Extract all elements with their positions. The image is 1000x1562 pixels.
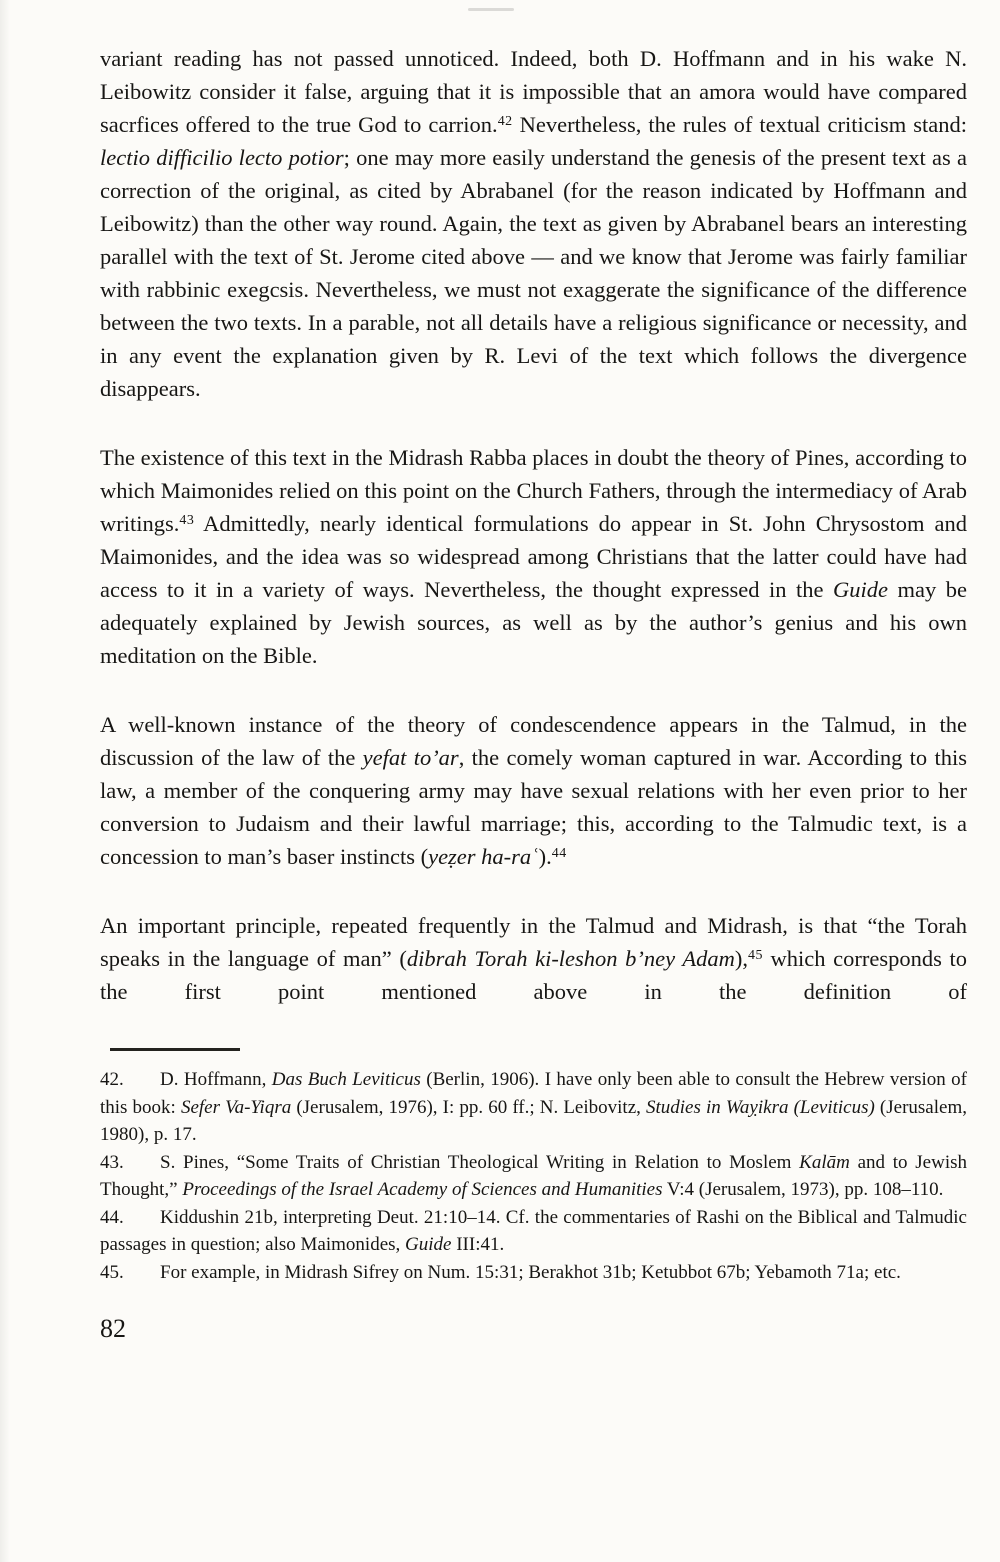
text-run: and to Jewish Thought,”	[100, 1151, 967, 1200]
italic-text-run: yefat to’ar	[362, 745, 459, 770]
footnote-text	[160, 1262, 901, 1283]
text-run: S. Pines, “Some Traits of Christian Theological Writing in Relation to Moslem	[160, 1151, 800, 1173]
footnotes-section	[100, 1066, 967, 1286]
italic-text-run: yeẓer ha-raʿ	[428, 844, 539, 869]
footnote	[100, 1149, 967, 1204]
text-run: ; one may more easily understand the genesis of the present text as a correction of the original, as cited by Abrabanel (for the reason indicated by Hoffmann and Leibowitz) than the other way round. Again, the text as given by Abrabanel bears an interesting parallel with the text of St. Jerome cited above — and we know that Jerome was fairly familiar with rabbinic exegcsis. Nevertheless, we must not exaggerate the significance of the difference between the two texts. In a parable, not all details have a religious significance or necessity, and in any event the explanation given by R. Levi of the text which follows the divergence disappears.	[100, 145, 967, 401]
footnote-ref: 45	[747, 947, 763, 963]
footnote-text	[100, 1069, 967, 1145]
italic-text-run: dibrah Torah ki-leshon b’ney Adam	[406, 946, 735, 971]
text-run: (Jerusalem, 1980), p. 17.	[100, 1096, 967, 1145]
body-paragraph	[100, 708, 967, 873]
footnote-ref: 42	[497, 113, 513, 129]
text-run: Admittedly, nearly identical formulations do appear in St. John Chrysostom and Maimonides, and the idea was so widespread among Christians that the latter could have had access to it in a variety of ways. Nevertheless, the thought expressed in the	[100, 511, 967, 602]
footnote-number: 42.	[100, 1069, 124, 1090]
page-number: 82	[100, 1314, 126, 1343]
text-run: which corresponds to the first point mentioned above in the definition of	[100, 946, 967, 1004]
scan-artifact	[468, 8, 514, 11]
italic-text-run: Kalām	[799, 1151, 850, 1173]
text-run: D. Hoffmann,	[160, 1069, 272, 1090]
text-run: A well-known instance of the theory of condescendence appears in the Talmud, in the discussion of the law of the	[100, 712, 967, 770]
footnote	[100, 1066, 967, 1149]
footnote-separator	[110, 1048, 240, 1051]
text-run: , the comely woman captured in war. According to this law, a member of the conquering army may have sexual relations with her even prior to her conversion to Judaism and their lawful marriage; this, according to the Talmudic text, is a concession to man’s baser instincts (	[100, 745, 967, 869]
body-paragraph	[100, 42, 967, 405]
footnote	[100, 1204, 967, 1259]
footnote	[100, 1259, 967, 1287]
text-run: III:41.	[451, 1234, 505, 1255]
footnote-number: 43.	[100, 1151, 124, 1173]
italic-text-run: Guide	[832, 577, 888, 602]
text-run: The existence of this text in the Midrash Rabba places in doubt the theory of Pines, according to which Maimonides relied on this point on the Church Fathers, through the intermediacy of Arab writings.	[100, 445, 967, 536]
text-run: (Jerusalem, 1976), I: pp. 60 ff.; N. Leibovitz,	[291, 1096, 646, 1118]
body-paragraph	[100, 909, 967, 1008]
text-run: ),	[734, 946, 748, 971]
text-run: V:4 (Jerusalem, 1973), pp. 108–110.	[662, 1179, 944, 1200]
text-run: ).	[538, 844, 552, 869]
footnote-number: 45.	[100, 1261, 124, 1283]
page-body	[100, 42, 967, 1008]
italic-text-run: Das Buch Leviticus	[271, 1069, 421, 1090]
italic-text-run: Guide	[405, 1234, 452, 1255]
text-run: An important principle, repeated frequently in the Talmud and Midrash, is that “the Torah speaks in the language of man” (	[100, 913, 967, 971]
italic-text-run: Proceedings of the Israel Academy of Sciences and Humanities	[182, 1179, 663, 1200]
italic-text-run: Sefer Va-Yiqra	[180, 1096, 292, 1118]
text-run: Nevertheless, the rules of textual criticism stand:	[512, 112, 968, 137]
footnote-text	[100, 1152, 967, 1201]
text-run: variant reading has not passed unnoticed. Indeed, both D. Hoffmann and in his wake N. Leibowitz consider it false, arguing that it is impossible that an amora would have compared sacrfices offered to the true God to carrion.	[100, 46, 967, 137]
text-run: Kiddushin 21b, interpreting Deut. 21:10–14. Cf. the commentaries of Rashi on the Biblical and Talmudic passages in question; also Maimonides,	[100, 1206, 967, 1255]
footnote-ref: 43	[179, 512, 195, 528]
text-run: For example, in Midrash Sifrey on Num. 15:31; Berakhot 31b; Ketubbot 67b; Yebamoth 71a; etc.	[160, 1261, 901, 1283]
italic-text-run: Studies in Waỵikra (Leviticus)	[645, 1096, 875, 1118]
footnote-ref: 44	[551, 845, 567, 861]
italic-text-run: lectio difficilio lecto potior	[100, 145, 344, 170]
footnote-number: 44.	[100, 1206, 124, 1228]
body-paragraph	[100, 441, 967, 672]
text-run: may be adequately explained by Jewish sources, as well as by the author’s genius and his own meditation on the Bible.	[100, 577, 967, 668]
footnote-text	[100, 1207, 967, 1256]
text-run: (Berlin, 1906). I have only been able to consult the Hebrew version of this book:	[100, 1069, 967, 1118]
